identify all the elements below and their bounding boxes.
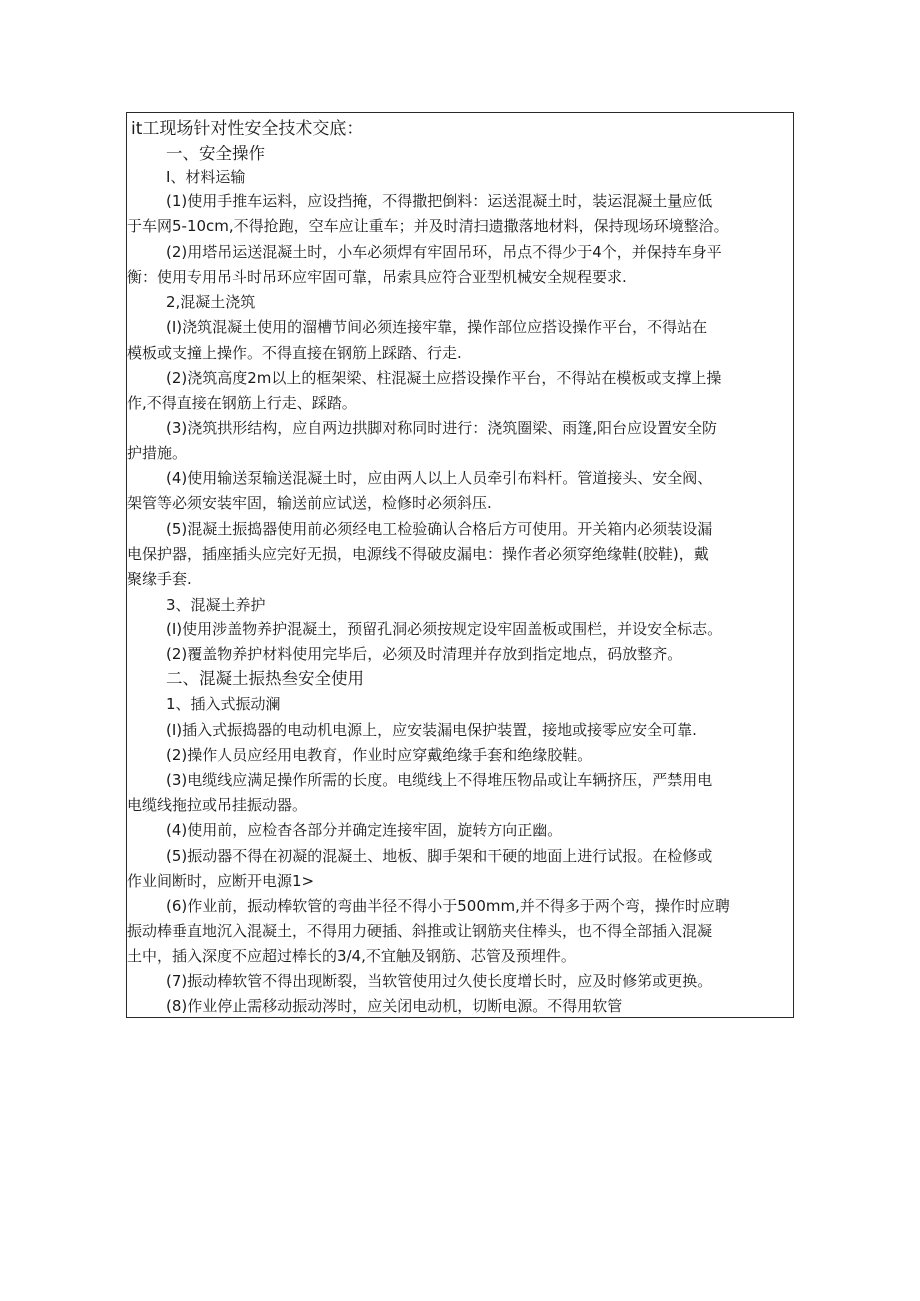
paragraph-line: 电保护器，插座插头应完好无损，电源线不得破皮漏电：操作者必须穿绝缘鞋(胶鞋)，戴 [127,545,709,563]
paragraph-line: 土中，插入深度不应超过棒长的3/4,不宜触及钢筋、芯管及预埋件。 [127,947,576,965]
paragraph-line: 聚缘手套. [127,570,192,588]
subsection-concrete-curing: 3、混凝土养护 [166,596,266,614]
section-heading-vibrator-safety: 二、混凝土振热叁安全使用 [166,669,364,688]
paragraph-line: 架管等必须安装牢固，输送前应试送，检修时必须斜压. [127,494,492,512]
paragraph-line: (3)电缆线应满足操作所需的长度。电缆线上不得堆压物品或让车辆挤压，严禁用电 [166,771,713,789]
paragraph-line: 作,不得直接在钢筋上行走、踩踏。 [127,394,357,412]
paragraph-line: (7)振动棒软管不得出现断裂，当软管使用过久使长度增长时，应及时修笫或更换。 [166,972,713,990]
paragraph-line: (I)插入式振捣器的电动机电源上，应安装漏电保护装置，接地或接零应安全可靠. [166,721,697,739]
paragraph-line: 衡：使用专用吊斗时吊环应牢固可靠，吊索具应符合亚型机械安全规程要求. [127,268,627,286]
subsection-material-transport: I、材料运输 [166,168,246,186]
paragraph-line: (4)使用前，应检杳各部分并确定连接牢固，旋转方向正幽。 [166,821,563,839]
paragraph-line: 于车网5-10cm,不得抢跑，空车应让重车；并及时清扫遗撒落地材料，保持现场环境整洽。 [127,217,729,235]
paragraph-line: (4)使用输送泵输送混凝土时，应由两人以上人员牵引布料杆。管道接头、安全阀、 [166,469,713,487]
paragraph-line: 振动棒垂直地沉入混凝土，不得用力硬插、斜推或让钢筋夹住棒头，也不得全部插入混凝 [127,922,713,940]
subsection-concrete-pouring: 2,混凝土浇筑 [166,293,256,311]
paragraph-line: (I)使用涉盖物养护混凝土，预留孔洞必须按规定设牢固盖板或围栏，并设安全标志。 [166,620,723,638]
paragraph-line: 护措施。 [127,444,188,462]
paragraph-line: 模板或支撞上操作。不得直接在钢筋上踩踏、行走. [127,344,462,362]
paragraph-line: (2)浇筑高度2m以上的框架梁、柱混凝土应搭设操作平台，不得站在模板或支撑上操 [166,369,722,387]
paragraph-line: (2)操作人员应经用电教育，作业时应穿戴绝缘手套和绝缘胶鞋。 [166,746,593,764]
paragraph-line: (I)浇筑混凝土使用的溜槽节间必须连接牢靠，操作部位应搭设操作平台，不得站在 [166,318,708,336]
paragraph-line: 作业间断时，应断开电源1> [127,872,315,890]
paragraph-line: (1)使用手推车运料，应设挡掩，不得撒把倒料：运送混凝土时，装运混凝土量应低 [166,192,713,210]
subsection-immersion-vibrator: 1、插入式振动澜 [166,695,281,713]
section-heading-safety-operation: 一、安全操作 [166,144,265,163]
paragraph-line: (2)覆盖物养护材料使用完毕后，必须及时清理并存放到指定地点，码放整齐。 [166,645,683,663]
paragraph-line: (5)混凝土振捣器使用前必须经电工检验确认合格后方可使用。开关箱内必须装设漏 [166,520,713,538]
document-table-cell [126,112,794,1018]
paragraph-line: (3)浇筑拱形结构，应自两边拱脚对称同时进行：浇筑圈梁、雨篷,阳台应设置安全防 [166,419,718,437]
document-heading: it工现场针对性安全技术交底： [131,119,364,139]
paragraph-line: (5)振动器不得在初凝的混凝土、地板、脚手架和干硬的地面上进行试报。在检修或 [166,847,713,865]
paragraph-line: (8)作业停止需移动振动涔时，应关闭电动机，切断电源。不得用软管 [166,997,623,1015]
paragraph-line: 电缆线拖拉或吊挂振动器。 [127,796,308,814]
paragraph-line: (6)作业前，振动棒软管的弯曲半径不得小于500mm,并不得多于两个弯，操作时应聘 [166,897,730,915]
paragraph-line: (2)用塔吊运送混凝土时，小车必须焊有牢固吊环，吊点不得少于4个，并保持车身平 [166,243,722,261]
